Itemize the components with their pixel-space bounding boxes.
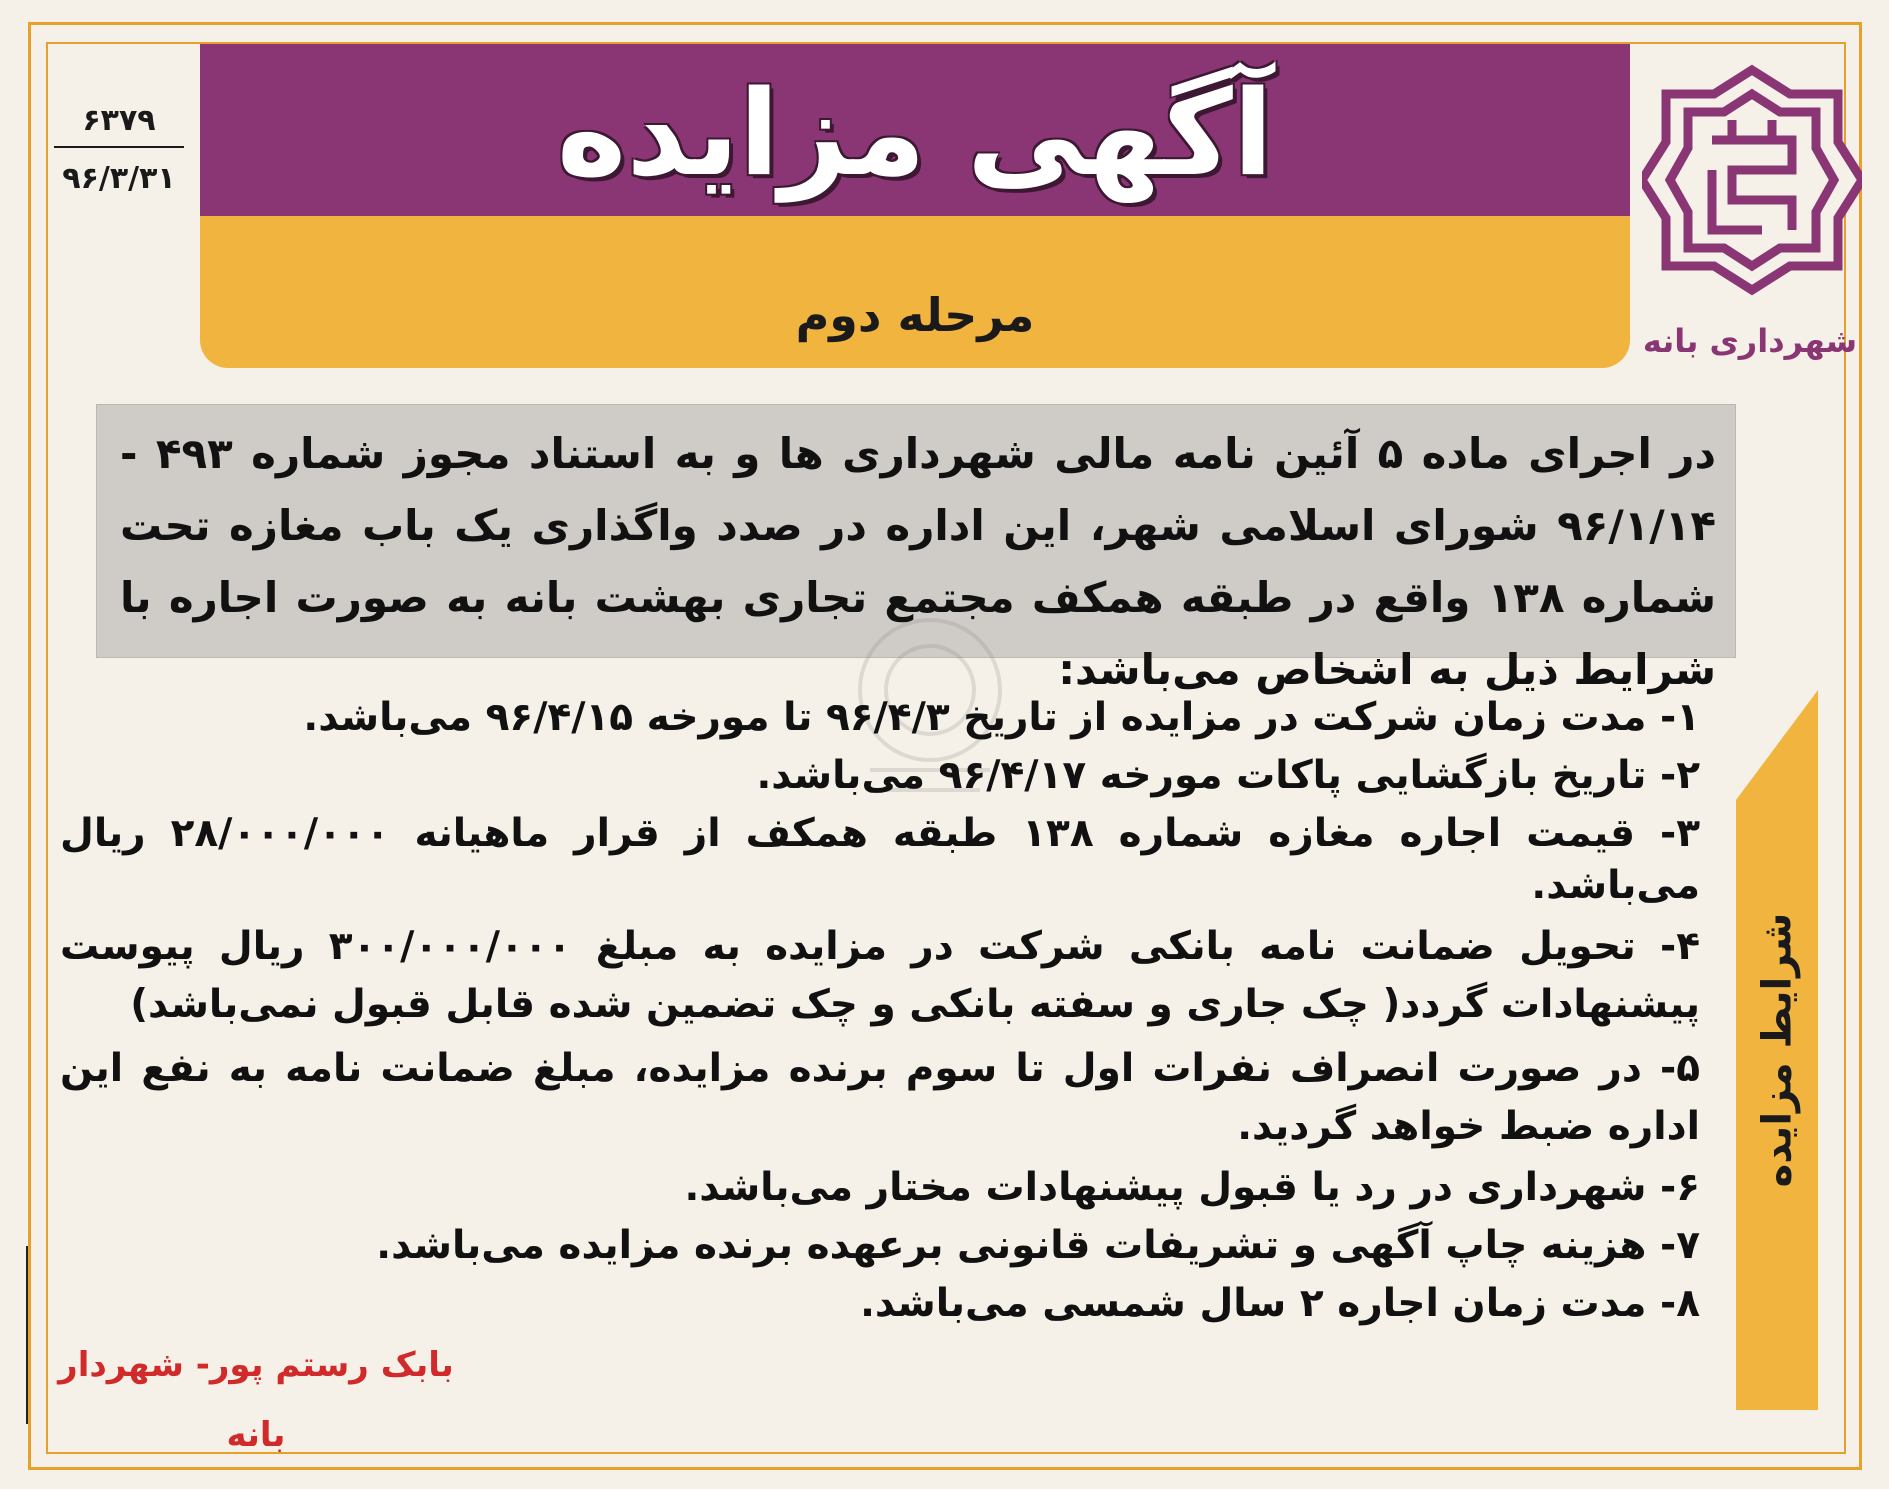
condition-item-1: ۱- مدت زمان شرکت در مزایده از تاریخ ۹۶/۴/۳ تا مورخه ۹۶/۴/۱۵ می‌باشد. <box>303 695 1700 740</box>
condition-item-3: ۳- قیمت اجاره مغازه شماره ۱۳۸ طبقه همکف از قرار ماهیانه ۲۸/۰۰۰/۰۰۰ ریال می‌باشد. <box>60 811 1700 908</box>
signature-line: بابک رستم پور- شهردار بانه <box>58 1345 454 1455</box>
page-title: آگهی مزایده <box>556 64 1274 202</box>
municipality-logo-icon <box>1642 60 1862 340</box>
conditions-side-label <box>1735 700 1819 1400</box>
intro-paragraph: در اجرای ماده ۵ آئین نامه مالی شهرداری ها و به استناد مجوز شماره ۴۹۳ - ۹۶/۱/۱۴ شورای اسلامی شهر، این اداره در صدد واگذاری یک باب مغازه تحت شماره ۱۳۸ واقع در طبقه همکف مجتمع تجاری بهشت بانه به صورت اجاره با شرایط ذیل به اشخاص می‌باشد: <box>120 429 1717 694</box>
logo-caption: شهرداری بانه <box>1642 322 1858 360</box>
condition-item-5: ۵- در صورت انصراف نفرات اول تا سوم برنده مزایده، مبلغ ضمانت نامه به نفع این اداره ضبط خواهد گردید. <box>60 1046 1700 1149</box>
conditions-list <box>60 692 1700 1352</box>
condition-item-2: ۲- تاریخ بازگشایی پاکات مورخه ۹۶/۴/۱۷ می‌باشد. <box>756 753 1700 798</box>
reference-number: ۶۳۷۹ <box>54 96 184 148</box>
condition-item-8: ۸- مدت زمان اجاره ۲ سال شمسی می‌باشد. <box>860 1281 1700 1326</box>
side-label-text: شرایط مزایده <box>1754 912 1800 1188</box>
reference-date: ۹۶/۳/۳۱ <box>62 161 176 196</box>
stage-label: مرحله دوم <box>795 288 1035 342</box>
reference-box <box>44 96 194 226</box>
condition-item-7: ۷- هزینه چاپ آگهی و تشریفات قانونی برعهده برنده مزایده می‌باشد. <box>376 1223 1700 1268</box>
left-rule <box>26 1246 28 1424</box>
condition-item-6: ۶- شهرداری در رد یا قبول پیشنهادات مختار می‌باشد. <box>684 1165 1700 1210</box>
condition-item-4: ۴- تحویل ضمانت نامه بانکی شرکت در مزایده به مبلغ ۳۰۰/۰۰۰/۰۰۰ ریال پیوست پیشنهادات گردد( چک جاری و سفته بانکی و چک تضمین شده قابل قبول نمی‌باشد) <box>60 924 1700 1027</box>
